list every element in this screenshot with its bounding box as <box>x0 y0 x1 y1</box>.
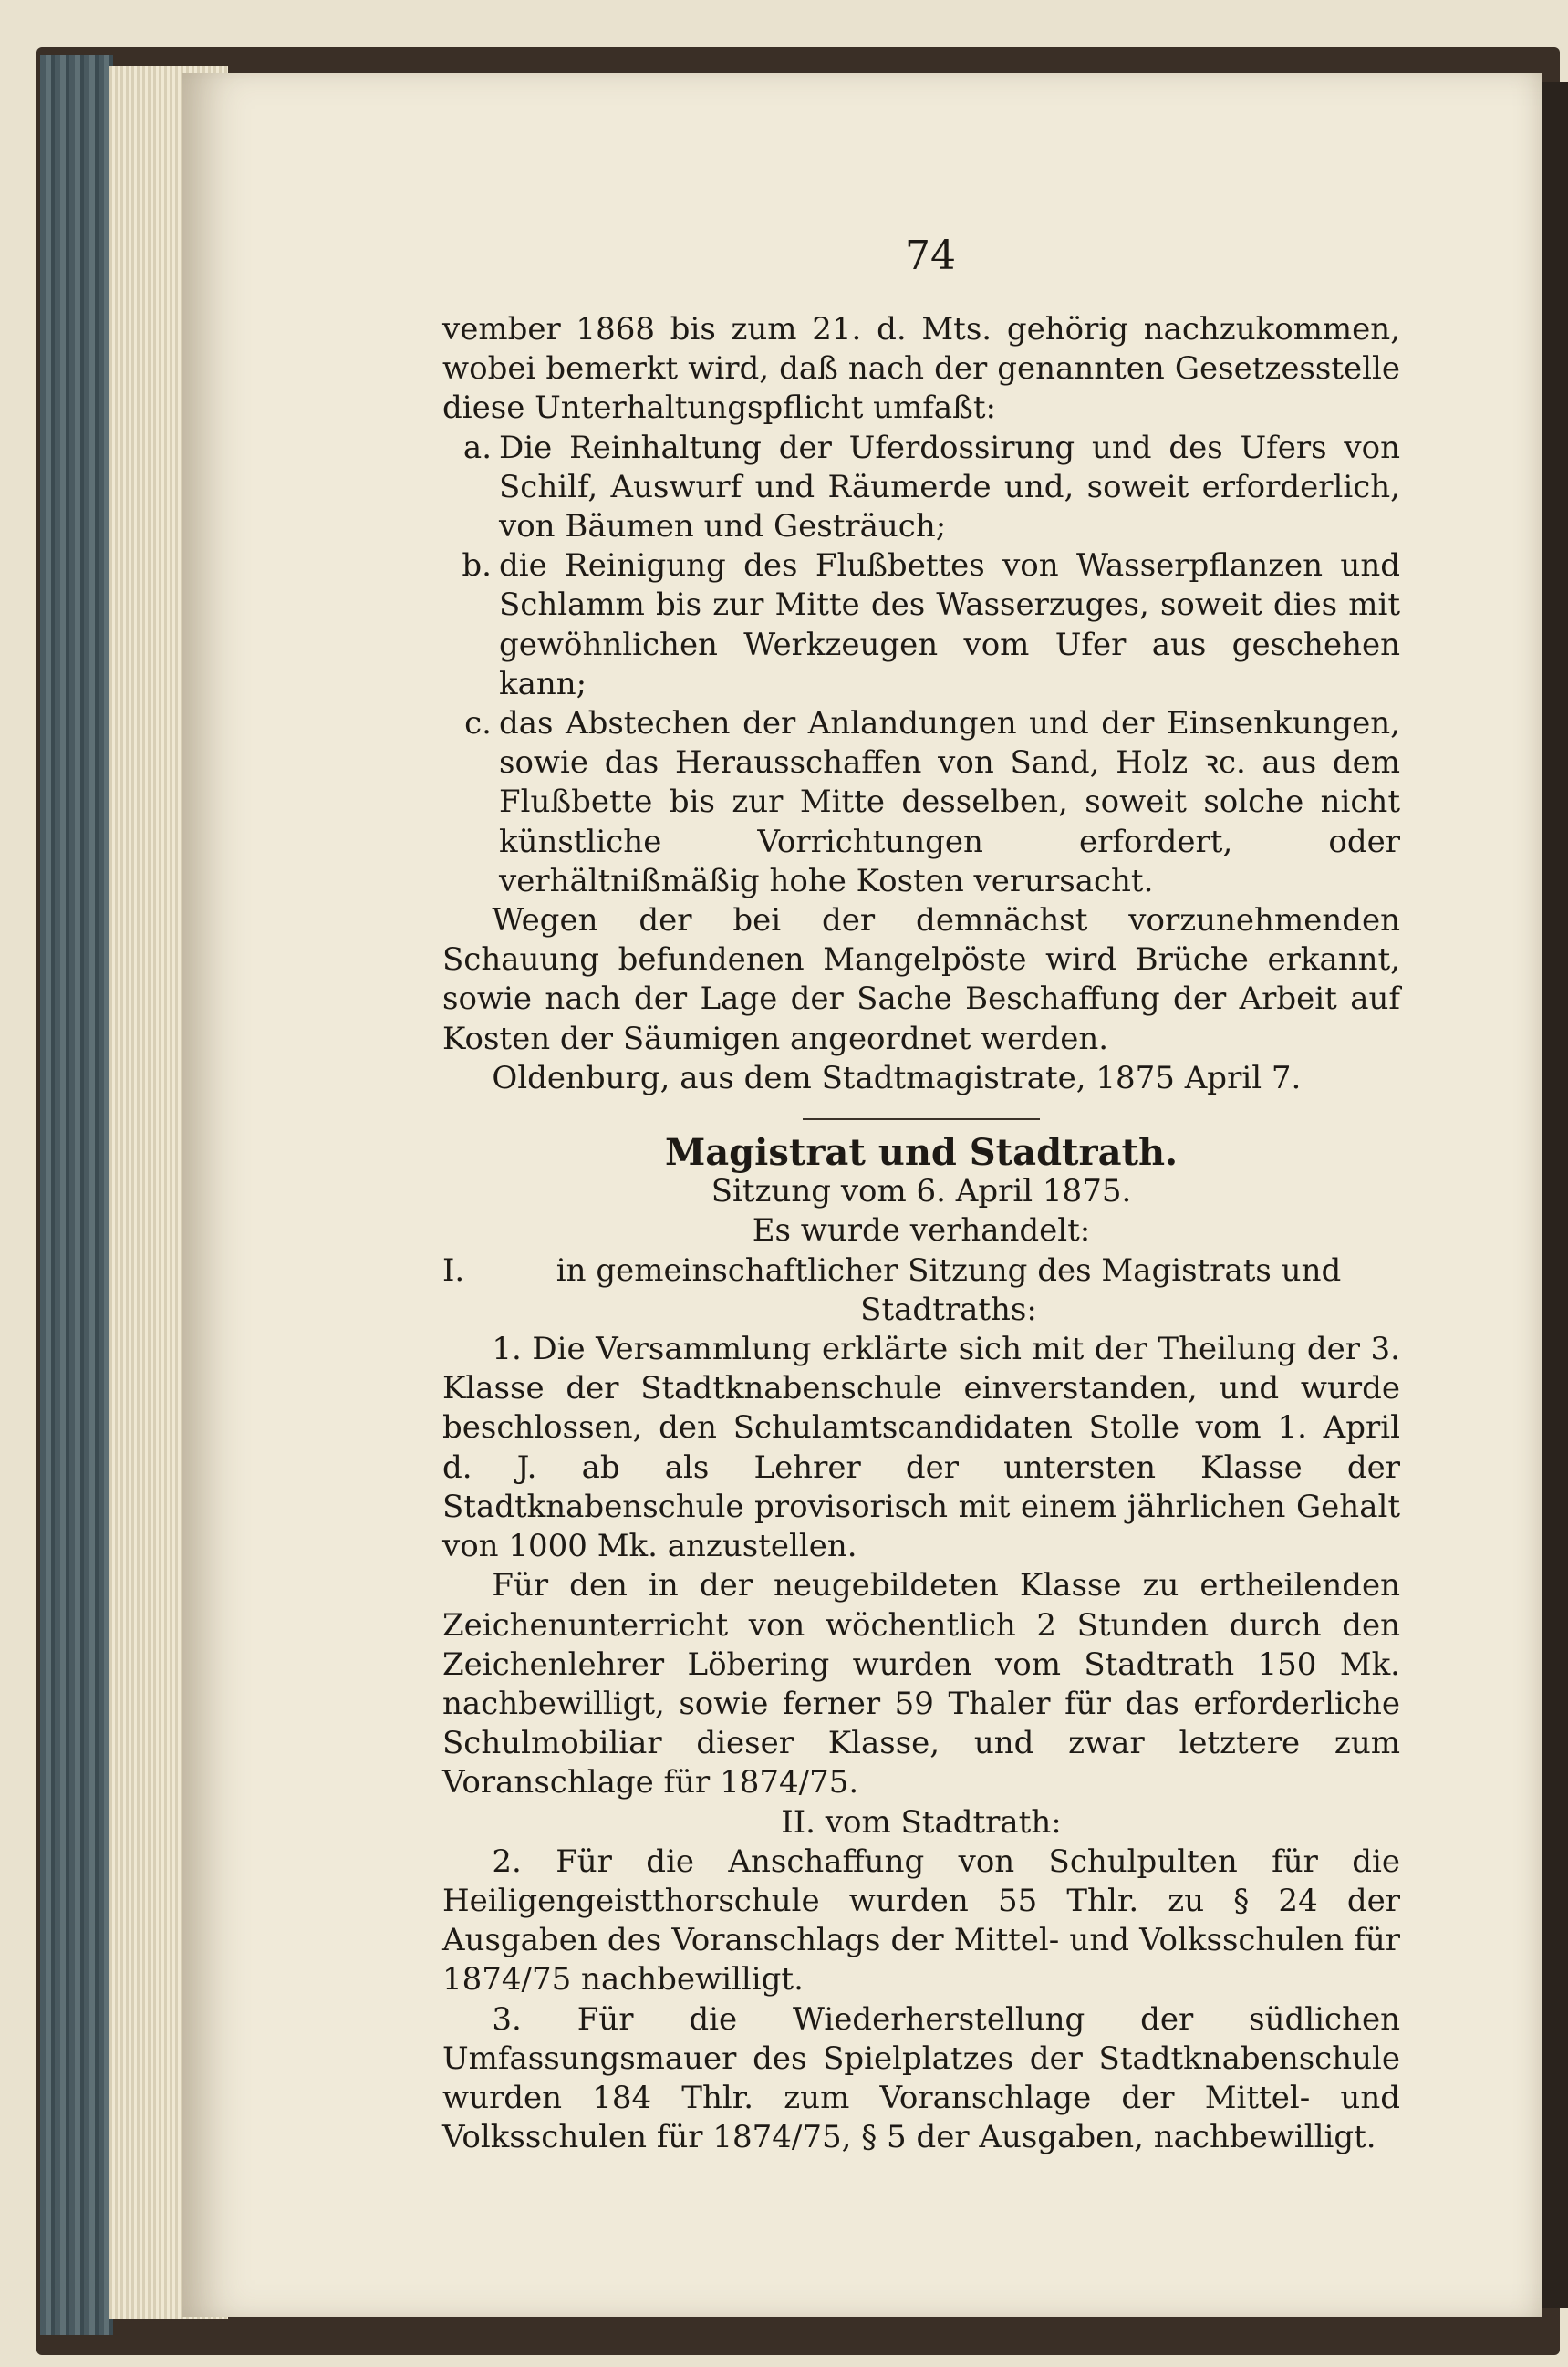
section-two: II. vom Stadtrath: <box>781 1803 1062 1841</box>
page-number: 74 <box>905 233 956 279</box>
list-item-b <box>442 546 1400 704</box>
session-date: Sitzung vom 6. April 1875. <box>711 1173 1132 1210</box>
list-item-a <box>442 429 1400 547</box>
paragraph-3: 3. Für die Wiederherstellung der südlichen Umfassungsmauer des Spielplatzes der Stadtknabenschule wurden 184 Thlr. zum Voranschlage der Mittel- und Volksschulen für 1874/75, § 5 der Ausgaben, nachbewilligt. <box>442 2000 1400 2156</box>
list-marker: c. <box>464 705 492 742</box>
list-text: das Abstechen der Anlandungen und der Einsenkungen, sowie das Herausschaffen von Sand, Holz ꝛc. aus dem Flußbette bis zur Mitte desselben, soweit solche nicht künstliche Vorrichtungen erfordert, oder verhältnißmäßig hohe Kosten verursacht. <box>499 705 1400 899</box>
section-one <box>442 1251 1400 1330</box>
list-marker: b. <box>462 547 492 585</box>
section-marker: I. <box>442 1251 465 1289</box>
list-text: die Reinigung des Flußbettes von Wasserpflanzen und Schlamm bis zur Mitte des Wasserzuges, soweit dies mit gewöhnlichen Werkzeugen vom Ufer aus geschehen kann; <box>499 547 1400 702</box>
signature-line: Oldenburg, aus dem Stadtmagistrate, 1875 April 7. <box>492 1059 1302 1096</box>
paragraph-2: 2. Für die Anschaffung von Schulpulten für die Heiligengeistthorschule wurden 55 Thlr. zu § 24 der Ausgaben des Voranschlags der Mittel- und Volksschulen für 1874/75 nachbewilligt. <box>442 1843 1400 1998</box>
negotiated-line: Es wurde verhandelt: <box>752 1212 1091 1250</box>
paragraph-1: 1. Die Versammlung erklärte sich mit der Theilung der 3. Klasse der Stadtknabenschule einverstanden, und wurde beschlossen, den Schulamtscandidaten Stolle vom 1. April d. J. ab als Lehrer der untersten Klasse der Stadtknabenschule provisorisch mit einem jährlichen Gehalt von 1000 Mk. anzustellen. <box>442 1331 1400 1565</box>
section-divider <box>803 1118 1040 1120</box>
warning-paragraph: Wegen der bei der demnächst vorzunehmenden Schauung befundenen Mangelpöste wird Brüche erkannt, sowie nach der Lage der Sache Beschaffung der Arbeit auf Kosten der Säumigen angeordnet werden. <box>442 902 1400 1057</box>
book-spine <box>40 55 113 2335</box>
section-title: in gemeinschaftlicher Sitzung des Magistrats und Stadtraths: <box>556 1251 1342 1328</box>
list-text: Die Reinhaltung der Uferdossirung und des Ufers von Schilf, Auswurf und Räumerde und, soweit erforderlich, von Bäumen und Gesträuch; <box>499 429 1400 545</box>
intro-paragraph: vember 1868 bis zum 21. d. Mts. gehörig nachzukommen, wobei bemerkt wird, daß nach der genannten Gesetzesstelle diese Unterhaltungspflicht umfaßt: <box>442 311 1400 427</box>
page-body <box>442 310 1400 2157</box>
paragraph-1b: Für den in der neugebildeten Klasse zu ertheilenden Zeichenunterricht von wöchentlich 2 Stunden durch den Zeichenlehrer Löbering wurden vom Stadtrath 150 Mk. nachbewilligt, sowie ferner 59 Thaler für das erforderliche Schulmobiliar dieser Klasse, und zwar letztere zum Voranschlage für 1874/75. <box>442 1567 1400 1801</box>
cover-edge <box>1542 82 1568 2308</box>
section-heading: Magistrat und Stadtrath. <box>664 1131 1178 1175</box>
list-item-c <box>442 704 1400 901</box>
list-marker: a. <box>462 429 492 466</box>
